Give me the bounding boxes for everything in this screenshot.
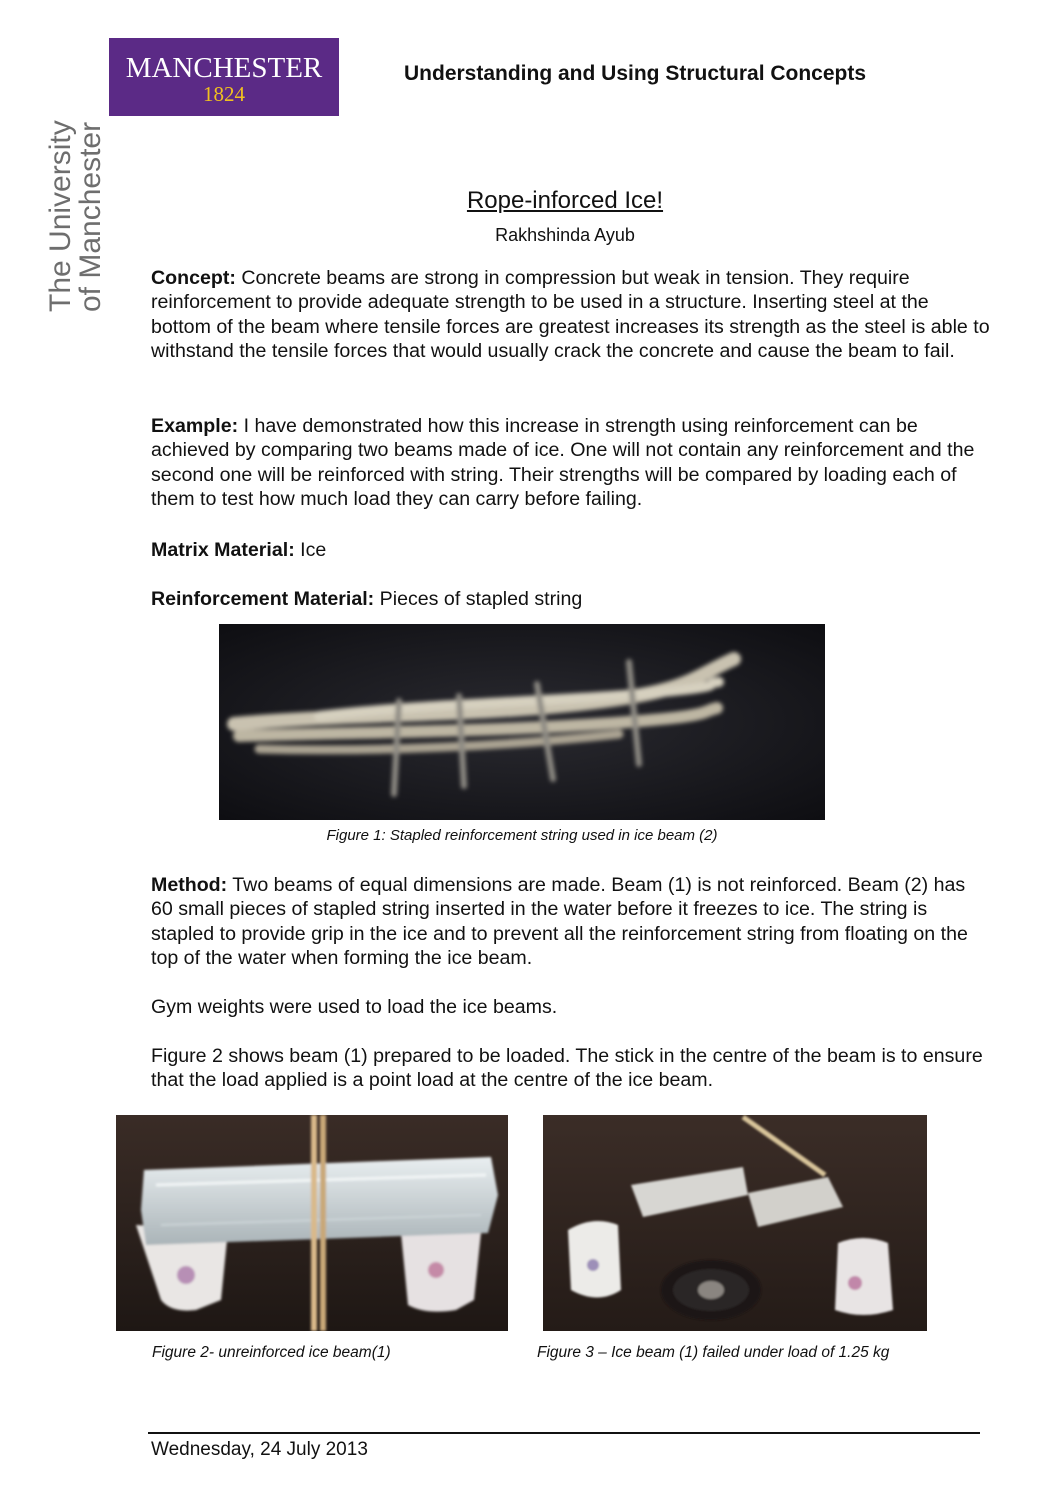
logo-wordmark: MANCHESTER bbox=[125, 52, 323, 84]
figure-1-caption: Figure 1: Stapled reinforcement string used in ice beam (2) bbox=[326, 827, 718, 844]
method-paragraph bbox=[151, 873, 991, 971]
example-paragraph bbox=[151, 414, 991, 512]
logo-year: 1824 bbox=[203, 82, 245, 106]
concept-label: Concept: bbox=[151, 267, 236, 289]
figure-1-photo bbox=[219, 624, 825, 820]
header-title: Understanding and Using Structural Concepts bbox=[404, 62, 867, 85]
gym-weights-paragraph: Gym weights were used to load the ice beams. bbox=[151, 996, 558, 1018]
concept-paragraph bbox=[151, 266, 991, 364]
figure-3-caption: Figure 3 – Ice beam (1) failed under load of 1.25 kg bbox=[537, 1344, 890, 1361]
reinforcement-label: Reinforcement Material: bbox=[151, 588, 375, 610]
footer-divider bbox=[148, 1432, 980, 1434]
figure-2-caption: Figure 2- unreinforced ice beam(1) bbox=[152, 1344, 391, 1361]
example-text: I have demonstrated how this increase in strength using reinforcement can be achieved by comparing two beams made of ice. One will not contain any reinforcement and the second one will be reinforced with string. Their strengths will be compared by loading each of them to test how much load they can carry before failing. bbox=[151, 415, 975, 511]
document-author: Rakhshinda Ayub bbox=[495, 225, 635, 245]
concept-text: Concrete beams are strong in compression but weak in tension. They require reinforcement to provide adequate strength to be used in a structure. Inserting steel at the bottom of the beam where tensile forces are greatest increases its strength as the steel is able to withstand the tensile forces that would usually crack the concrete and cause the beam to fail. bbox=[151, 267, 990, 363]
reinforcement-paragraph bbox=[151, 587, 991, 611]
example-label: Example: bbox=[151, 415, 239, 437]
document-title: Rope-inforced Ice! bbox=[466, 187, 664, 214]
method-label: Method: bbox=[151, 874, 228, 896]
matrix-paragraph bbox=[151, 538, 991, 562]
side-text-line-1: The University bbox=[44, 120, 77, 312]
side-text-line-2: of Manchester bbox=[74, 121, 107, 312]
reinforcement-text: Pieces of stapled string bbox=[374, 588, 583, 610]
matrix-text: Ice bbox=[294, 539, 327, 561]
figure-2-intro-paragraph: Figure 2 shows beam (1) prepared to be loaded. The stick in the centre of the beam is to ensure that the load applied is a point load at the centre of the ice beam. bbox=[151, 1045, 983, 1092]
footer-date: Wednesday, 24 July 2013 bbox=[151, 1439, 368, 1460]
university-logo bbox=[109, 38, 339, 116]
figure-2-photo bbox=[116, 1115, 508, 1331]
method-text: Two beams of equal dimensions are made. Beam (1) is not reinforced. Beam (2) has 60 small pieces of stapled string inserted in the water before it freezes to ice. The string is stapled to provide grip in the ice and to prevent all the reinforcement string from floating on the top of the water when forming the ice beam. bbox=[151, 874, 968, 970]
figure-3-photo bbox=[543, 1115, 927, 1331]
matrix-label: Matrix Material: bbox=[151, 539, 295, 561]
